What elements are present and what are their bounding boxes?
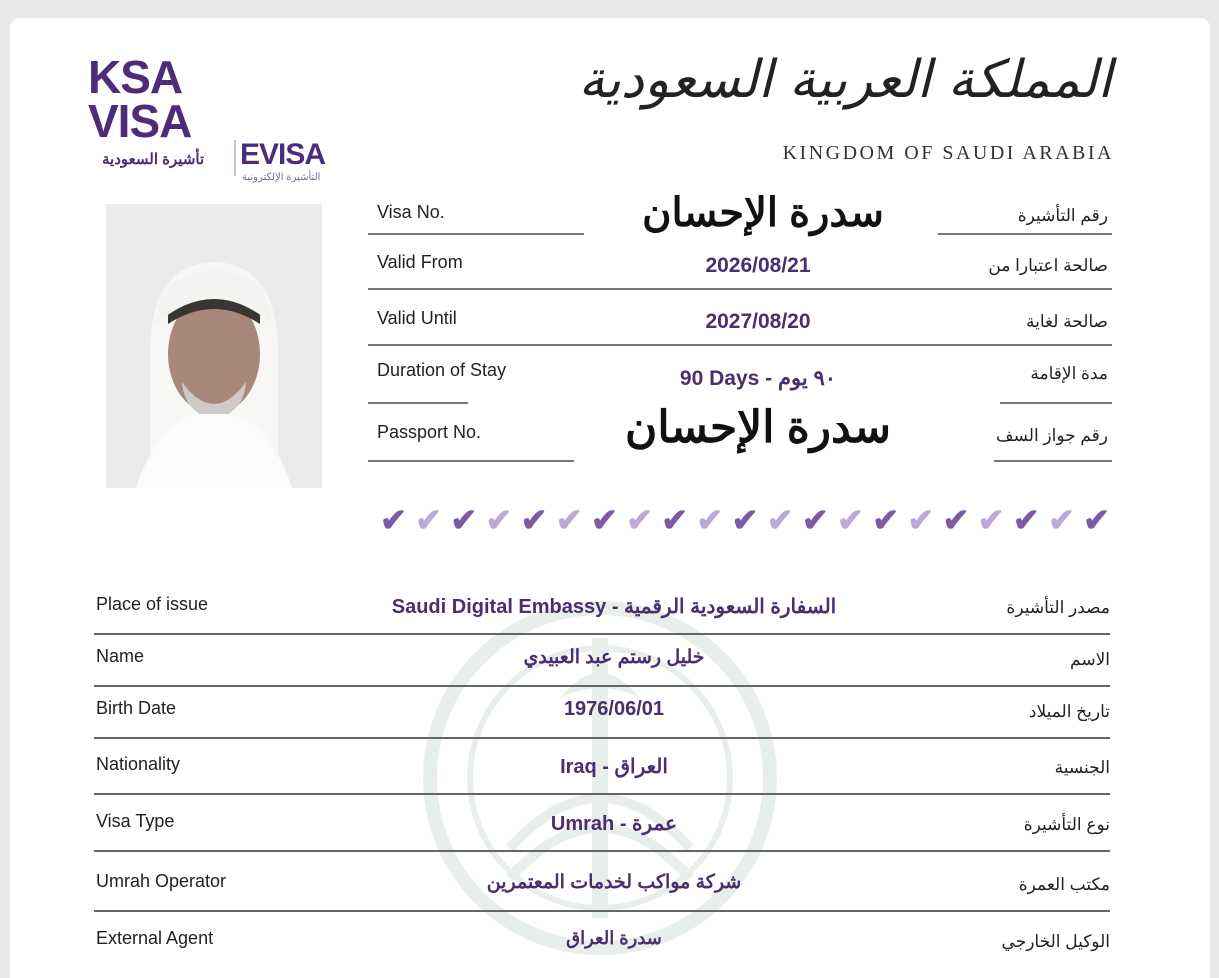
- passport-number-label-ar: رقم جواز السف: [996, 426, 1108, 445]
- check-mark-icon: ✔: [801, 502, 829, 538]
- birth-date-label-en: Birth Date: [96, 698, 177, 718]
- external-agent-label-en: External Agent: [96, 928, 214, 948]
- portrait-photo-icon: [106, 204, 322, 488]
- check-mark-icon: ✔: [837, 502, 864, 538]
- umrah-operator-value: شركة مواكب لخدمات المعتمرين: [486, 872, 742, 893]
- place-of-issue-label-en: Place of issue: [96, 594, 209, 614]
- birth-date-row: [94, 680, 1110, 739]
- kingdom-title-english: KINGDOM OF SAUDI ARABIA: [782, 142, 1114, 164]
- external-agent-row: [94, 910, 1110, 967]
- visa-number-label-en: Visa No.: [377, 202, 445, 222]
- check-mark-icon: ✔: [1047, 502, 1075, 538]
- check-mark-icon: ✔: [872, 502, 899, 538]
- logo-ksa-tagline: تأشيرة السعودية: [102, 151, 205, 168]
- nationality-value: Iraq - العراق: [560, 756, 668, 778]
- umrah-operator-label-ar: مكتب العمرة: [1018, 875, 1110, 894]
- check-mark-icon: ✔: [380, 502, 407, 538]
- visa-number-value: سدرة الإحسان: [642, 191, 884, 235]
- visa-type-row: [94, 793, 1110, 852]
- ksa-visa-logo: [88, 51, 358, 183]
- duration-label-en: Duration of Stay: [377, 360, 507, 380]
- nationality-label-en: Nationality: [96, 754, 181, 774]
- valid-from-row: [368, 238, 1112, 294]
- check-mark-icon: ✔: [907, 502, 935, 538]
- place-of-issue-row: [94, 576, 1110, 635]
- external-agent-label-ar: الوكيل الخارجي: [1001, 932, 1110, 951]
- logo-evisa-text: EVISA: [240, 138, 326, 171]
- birth-date-value: 1976/06/01: [563, 698, 665, 720]
- name-label-en: Name: [96, 646, 145, 666]
- duration-label-ar: مدة الإقامة: [1030, 364, 1108, 383]
- check-mark-icon: ✔: [415, 502, 442, 538]
- name-label-ar: الاسم: [1070, 650, 1110, 669]
- umrah-operator-label-en: Umrah Operator: [96, 871, 227, 891]
- check-mark-icon: ✔: [1083, 502, 1110, 538]
- check-mark-icon: ✔: [590, 502, 618, 538]
- nationality-label-ar: الجنسية: [1054, 758, 1110, 777]
- divider: [368, 402, 468, 404]
- check-mark-icon: ✔: [555, 502, 583, 538]
- check-mark-icon: ✔: [626, 502, 653, 538]
- check-mark-icon: ✔: [766, 502, 794, 538]
- valid-from-value: 2026/08/21: [705, 254, 811, 277]
- check-mark-row: [380, 500, 1110, 540]
- duration-value: 90 Days - ٩٠ يوم: [679, 367, 837, 390]
- divider: [938, 233, 1112, 235]
- valid-until-label-en: Valid Until: [377, 308, 457, 328]
- passport-number-label-en: Passport No.: [377, 422, 482, 442]
- valid-from-label-ar: صالحة اعتبارا من: [988, 256, 1108, 275]
- divider: [994, 460, 1112, 462]
- visa-number-row: [368, 188, 1112, 244]
- divider: [368, 233, 584, 235]
- visa-type-label-ar: نوع التأشيرة: [1023, 815, 1110, 834]
- nationality-row: [94, 736, 1110, 795]
- divider: [1000, 402, 1112, 404]
- valid-until-value: 2027/08/20: [705, 310, 811, 333]
- check-mark-icon: ✔: [731, 502, 759, 538]
- visa-type-label-en: Visa Type: [96, 811, 175, 831]
- place-of-issue-value: Saudi Digital Embassy - السفارة السعودية الرقمية: [391, 596, 837, 618]
- visa-number-label-ar: رقم التأشيرة: [1017, 206, 1108, 225]
- logo-ksa-text: KSA: [88, 51, 183, 103]
- visa-type-value: Umrah - عمرة: [550, 813, 678, 835]
- valid-from-label-en: Valid From: [377, 252, 463, 272]
- logo-divider: [234, 140, 236, 176]
- logo-visa-text: VISA: [88, 95, 192, 147]
- place-of-issue-label-ar: مصدر التأشيرة: [1006, 598, 1110, 617]
- valid-until-label-ar: صالحة لغاية: [1025, 312, 1108, 331]
- check-mark-icon: ✔: [1012, 502, 1040, 538]
- name-row: [94, 628, 1110, 687]
- check-mark-icon: ✔: [942, 502, 970, 538]
- visa-document: [10, 18, 1210, 978]
- check-mark-icon: ✔: [661, 502, 689, 538]
- duration-row: [368, 346, 1112, 402]
- birth-date-label-ar: تاريخ الميلاد: [1028, 702, 1110, 721]
- kingdom-title-arabic: المملكة العربية السعودية: [578, 50, 1112, 110]
- check-mark-icon: ✔: [696, 502, 724, 538]
- umrah-operator-row: [94, 853, 1110, 912]
- check-mark-icon: ✔: [520, 502, 548, 538]
- name-value: خليل رستم عبد العبيدي: [523, 647, 705, 668]
- divider: [368, 460, 574, 462]
- check-mark-icon: ✔: [450, 502, 478, 538]
- check-mark-icon: ✔: [485, 502, 513, 538]
- valid-until-row: [368, 294, 1112, 350]
- external-agent-value: سدرة العراق: [566, 928, 662, 948]
- passport-number-row: [368, 403, 1112, 464]
- logo-evisa-tagline: التأشيرة الإلكترونية: [242, 172, 321, 183]
- passport-number-value: سدرة الإحسان: [625, 403, 891, 452]
- check-mark-icon: ✔: [977, 502, 1005, 538]
- divider: [368, 288, 1112, 290]
